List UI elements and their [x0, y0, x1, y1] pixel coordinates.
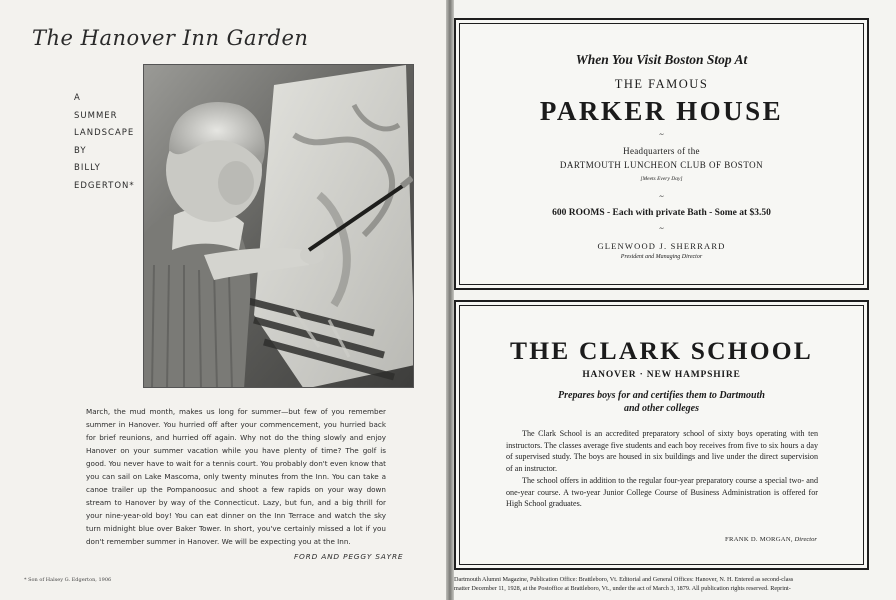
- school-tagline: [456, 389, 867, 415]
- publication-note-line: matter December 11, 1928, at the Postoffice at Brattleboro, Vt., under the act of March 3, 1879. All publication rights reserved. Reprint-: [454, 585, 791, 592]
- parker-house-ad: [454, 18, 869, 290]
- page-title: The Hanover Inn Garden: [32, 26, 309, 50]
- clark-school-ad: [454, 300, 869, 570]
- left-page: [0, 0, 446, 600]
- director-role: Director: [794, 536, 817, 543]
- caption-line: BY: [74, 145, 87, 156]
- manager-role: President and Managing Director: [620, 254, 703, 260]
- tagline-line: and other colleges: [624, 403, 699, 414]
- ad-headline: When You Visit Boston Stop At: [575, 52, 748, 67]
- tagline-line: Prepares boys for and certifies them to Dartmouth: [558, 390, 765, 401]
- school-description: [506, 428, 818, 510]
- director-signature: [725, 536, 817, 543]
- caption-line: SUMMER: [74, 110, 118, 121]
- school-name: THE CLARK SCHOOL: [510, 336, 813, 365]
- caption-line: A: [74, 93, 81, 103]
- caption-line: LANDSCAPE: [74, 128, 135, 138]
- hotel-name: PARKER HOUSE: [539, 96, 784, 126]
- hq-line: Headquarters of the: [623, 146, 700, 156]
- photo-illustration: [144, 65, 414, 388]
- publication-note: [454, 575, 894, 593]
- rooms-line: 600 ROOMS - Each with private Bath - Some at $3.50: [552, 208, 771, 218]
- page-gutter: [446, 0, 454, 600]
- meets-note: [Meets Every Day]: [640, 176, 683, 182]
- description-paragraph: The Clark School is an accredited preparatory school of sixty boys operating with ten instructors. The classes average five students and each boy receives from five to six hours a day of supervised study. The boys are housed in six buildings and live under the direct supervision of an instructor.: [506, 429, 818, 474]
- manager-name: GLENWOOD J. SHERRARD: [597, 241, 726, 251]
- ornament-dot: ~: [659, 192, 664, 201]
- caption-line: BILLY: [74, 163, 101, 173]
- caption-line: EDGERTON*: [74, 180, 135, 191]
- ornament-dot: ~: [659, 130, 664, 139]
- ornament-dot: ~: [659, 224, 664, 233]
- director-name: FRANK D. MORGAN,: [725, 536, 793, 543]
- article-body: March, the mud month, makes us long for summer—but few of you remember summer in Hanover. You hurried off after your commencement, you hurried back for brief reunions, and hurried off again. Why not do the thing slowly and enjoy Hanover on your summer vacation while you have plenty of time? The golf is good. You never have to wait for a tennis court. You probably don't even know that you can sail on Lake Mascoma, only twenty minutes from the Inn. You can take a canoe trailer up the Pompanoosuc and shoot a few rapids on your way down stream to Hanover by way of the Connecticut. Lazy, but fun, and a big thrill for your nine-year-old boy! You can eat dinner on the Inn Terrace and watch the sky turn midnight blue over Baker Tower. In short, you've certainly missed a lot if you don't remember summer in Hanover. We will be expecting you at the Inn.: [86, 407, 386, 546]
- article-signature: FORD AND PEGGY SAYRE: [294, 552, 404, 561]
- club-name: DARTMOUTH LUNCHEON CLUB OF BOSTON: [559, 160, 764, 170]
- child-painting-photo: [143, 64, 414, 388]
- right-page: [454, 0, 896, 600]
- ad-subheadline: THE FAMOUS: [614, 77, 709, 91]
- school-location: HANOVER · NEW HAMPSHIRE: [582, 370, 741, 380]
- description-paragraph: The school offers in addition to the regular four-year preparatory course a special two- and one-year course. A two-year Junior College Course of Business Administration is offered for High School graduates.: [506, 475, 818, 509]
- photo-caption: [74, 90, 140, 195]
- footnote: * Son of Halsey G. Edgerton, 1906: [24, 577, 112, 583]
- publication-note-line: Dartmouth Alumni Magazine, Publication Office: Brattleboro, Vt. Editorial and General Offices: Hanover, N. H. Entered as second-class: [454, 576, 794, 583]
